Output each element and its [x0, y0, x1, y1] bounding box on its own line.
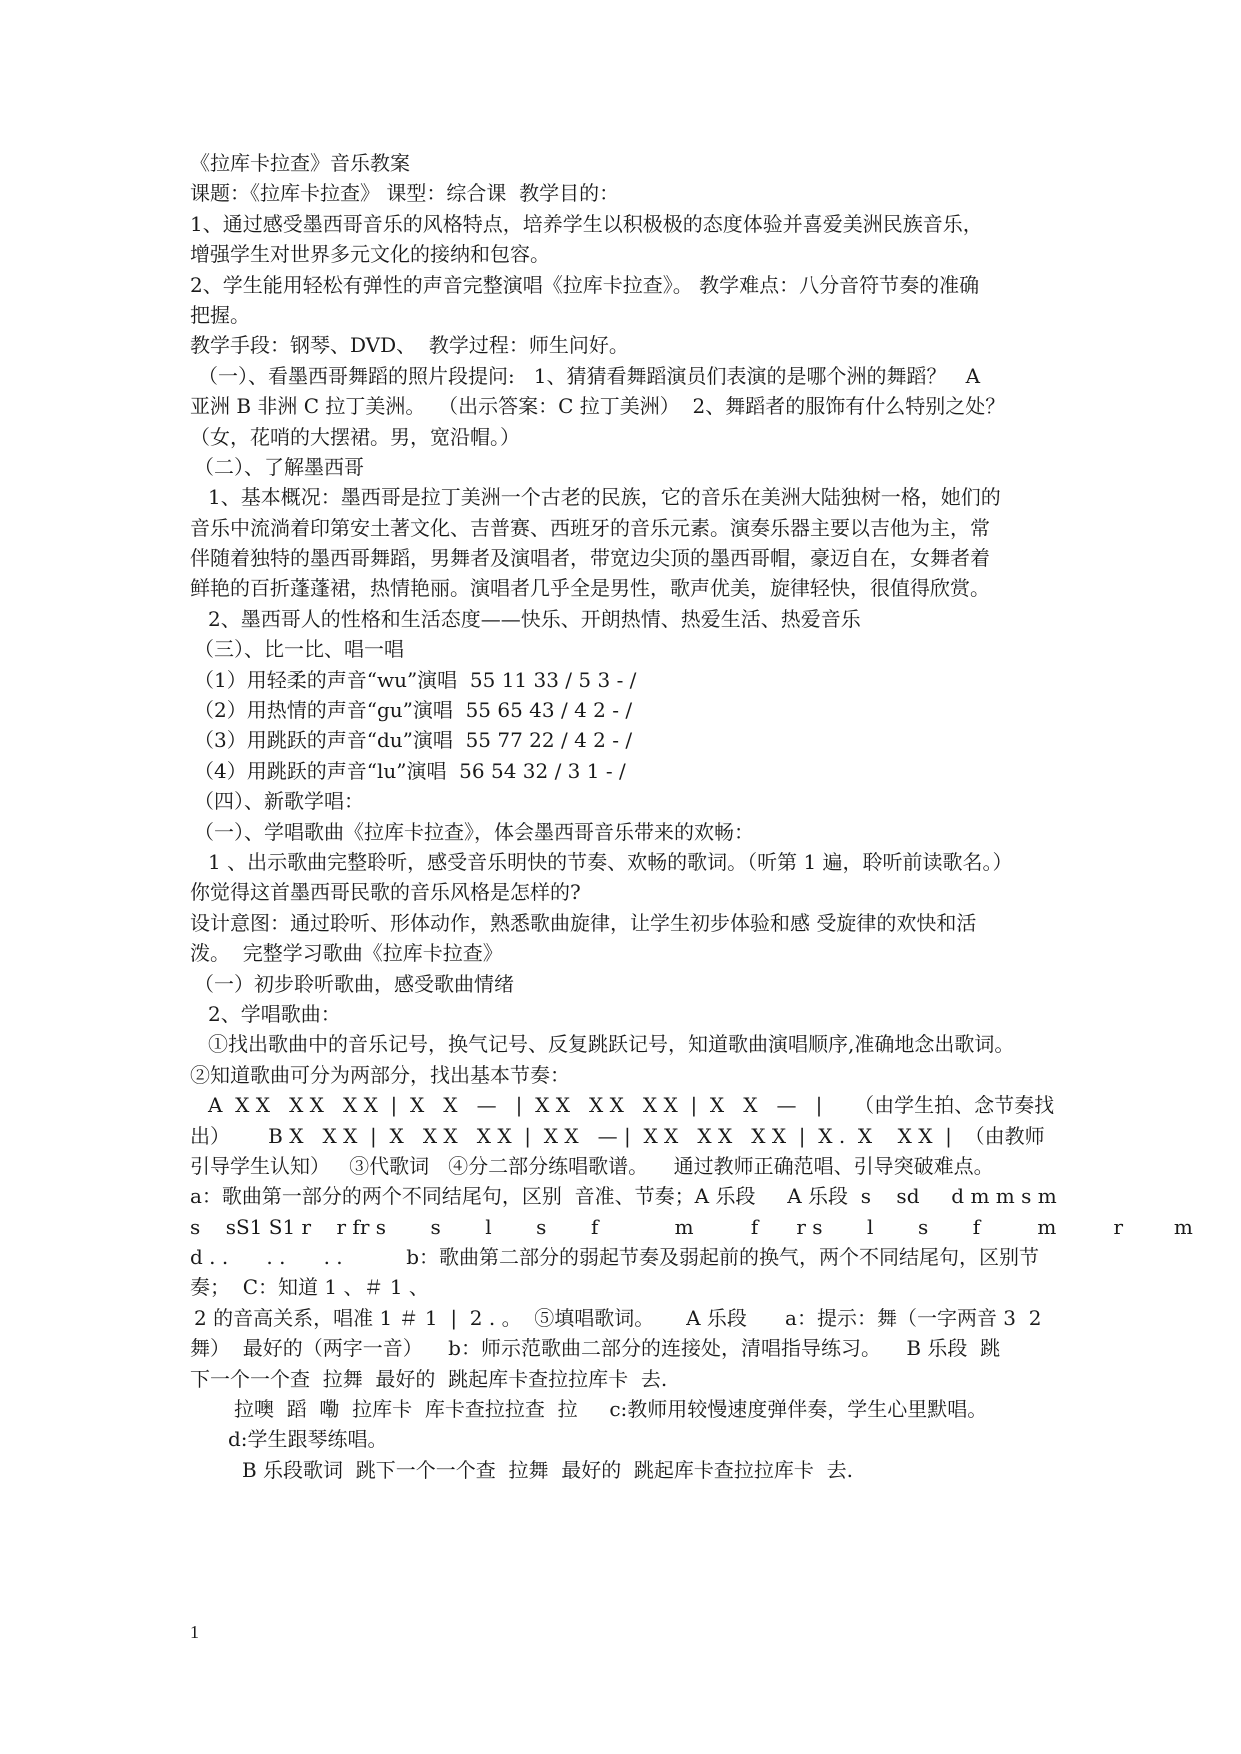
text-line: 2 的音高关系，唱准 1 ＃ 1 | 2 . 。 ⑤填唱歌词。 A 乐段 a：提示：舞（一字两音 3 2: [194, 1305, 1042, 1330]
text-line: ②知道歌曲可分为两部分，找出基本节奏：: [190, 1062, 570, 1087]
document-title: 《拉库卡拉查》音乐教案: [190, 151, 410, 175]
rhythm-line: 出） B X X X | X X X X X | X X — | X X X X X X | X . X X X | （由教师: [190, 1123, 1045, 1148]
text-line: 设计意图：通过聆听、形体动作，熟悉歌曲旋律，让学生初步体验和感 受旋律的欢快和活: [190, 910, 977, 935]
text-line: 2、墨西哥人的性格和生活态度——快乐、开朗热情、热爱生活、热爱音乐: [208, 606, 861, 631]
text-line: 1、通过感受墨西哥音乐的风格特点，培养学生以积极极的态度体验并喜爱美洲民族音乐，: [190, 211, 983, 236]
text-line: 鲜艳的百折蓬蓬裙，热情艳丽。演唱者几乎全是男性，歌声优美，旋律轻快，很值得欣赏。: [190, 576, 990, 601]
section-heading-2: （二）、了解墨西哥: [194, 454, 364, 479]
singing-exercise: （4）用跳跃的声音“lu”演唱 56 54 32 / 3 1 - /: [194, 758, 626, 783]
text-line: 舞） 最好的（两字一音） b：师示范歌曲二部分的连接处，清唱指导练习。 B 乐段 跳: [190, 1336, 1001, 1361]
text-line: 音乐中流淌着印第安土著文化、吉普赛、西班牙的音乐元素。演奏乐器主要以吉他为主，常: [190, 515, 990, 540]
text-line: 亚洲 B 非洲 C 拉丁美洲。 （出示答案：C 拉丁美洲） 2、舞蹈者的服饰有什么特别之处？: [190, 394, 1006, 419]
text-line: ①找出歌曲中的音乐记号，换气记号、反复跳跃记号，知道歌曲演唱顺序,准确地念出歌词。: [208, 1032, 1015, 1057]
text-line: 1 、出示歌曲完整聆听，感受音乐明快的节奏、欢畅的歌词。（听第 1 遍，聆听前读歌名。）: [208, 849, 1013, 874]
singing-exercise: （2）用热情的声音“gu”演唱 55 65 43 / 4 2 - /: [194, 698, 633, 723]
text-line: 下一个一个查 拉舞 最好的 跳起库卡查拉拉库卡 去.: [190, 1366, 668, 1391]
text-line: 教学手段：钢琴、DVD、 教学过程：师生问好。: [190, 333, 629, 358]
section-heading-3: （三）、比一比、唱一唱: [194, 637, 404, 662]
text-line: 2、学唱歌曲：: [208, 1001, 341, 1026]
section-heading-4: （四）、新歌学唱：: [194, 789, 364, 814]
section-heading-1: （一）、看墨西哥舞蹈的照片段提问: 1、猜猜看舞蹈演员们表演的是哪个洲的舞蹈？ A: [198, 363, 981, 388]
text-line: 增强学生对世界多元文化的接纳和包容。: [190, 242, 550, 267]
document-body: [190, 148, 1193, 1485]
text-line: 你觉得这首墨西哥民歌的音乐风格是怎样的?: [190, 880, 581, 905]
text-line: 把握。: [190, 302, 250, 327]
lesson-info: 课题：《拉库卡拉查》 课型：综合课 教学目的：: [190, 181, 620, 206]
text-line: 引导学生认知） ③代歌词 ④分二部分练唱歌谱。 通过教师正确范唱、引导突破难点。: [190, 1153, 994, 1178]
text-line: 拉噢 蹈 嘞 拉库卡 库卡查拉拉查 拉 c:教师用较慢速度弹伴奏，学生心里默唱。: [234, 1397, 988, 1422]
text-line: B 乐段歌词 跳下一个一个查 拉舞 最好的 跳起库卡查拉拉库卡 去.: [242, 1457, 853, 1482]
text-line: 伴随着独特的墨西哥舞蹈，男舞者及演唱者，带宽边尖顶的墨西哥帽，豪迈自在，女舞者着: [190, 546, 990, 571]
text-line: 2、学生能用轻松有弹性的声音完整演唱《拉库卡拉查》。 教学难点：八分音符节奏的准确: [190, 272, 980, 297]
text-line: a：歌曲第一部分的两个不同结尾句，区别 音准、节奏；A 乐段 A 乐段 s sd d m m s m: [190, 1184, 1057, 1209]
singing-exercise: （1）用轻柔的声音“wu”演唱 55 11 33 / 5 3 - /: [194, 667, 637, 692]
text-line: （一）初步聆听歌曲，感受歌曲情绪: [194, 971, 514, 996]
solfege-line: s sS1 S1 r r fr s s l s f m f r s l s f m r m: [190, 1214, 1193, 1239]
text-line: （女，花哨的大摆裙。男，宽沿帽。）: [190, 424, 520, 449]
rhythm-line: A X X X X X X | X X — | X X X X X X | X X — | （由学生拍、念节奏找: [208, 1093, 1055, 1118]
text-line: 1、基本概况：墨西哥是拉丁美洲一个古老的民族，它的音乐在美洲大陆独树一格，她们的: [208, 485, 1001, 510]
text-line: （一）、学唱歌曲《拉库卡拉查》，体会墨西哥音乐带来的欢畅：: [194, 819, 754, 844]
text-line: d:学生跟琴练唱。: [228, 1427, 388, 1452]
text-line: d . . . . . . b：歌曲第二部分的弱起节奏及弱起前的换气，两个不同结尾句，区别节: [190, 1245, 1040, 1270]
page-number: 1: [190, 1622, 199, 1642]
text-line: 泼。 完整学习歌曲《拉库卡拉查》: [190, 941, 503, 966]
text-line: 奏； C：知道 1 、＃ 1 、: [190, 1275, 429, 1300]
singing-exercise: （3）用跳跃的声音“du”演唱 55 77 22 / 4 2 - /: [194, 728, 633, 753]
